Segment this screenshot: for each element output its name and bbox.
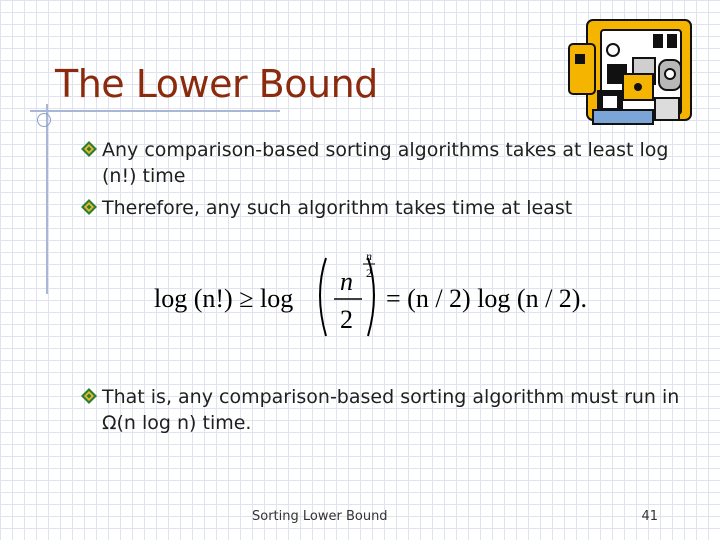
bullet-diamond-icon [80, 198, 98, 216]
bullet-diamond-icon [80, 140, 98, 158]
bullet-text: Any comparison-based sorting algorithms takes at least log (n!) time [102, 139, 669, 187]
bullet-item [80, 195, 690, 221]
formula-frac-numerator: n [340, 267, 353, 296]
formula-frac-denominator: 2 [340, 305, 353, 334]
formula-rhs: = (n / 2) log (n / 2). [386, 284, 587, 313]
formula [150, 244, 610, 344]
footer-title: Sorting Lower Bound [252, 509, 388, 524]
decorative-vertical-line [46, 104, 48, 294]
decorative-horizontal-line [30, 110, 280, 112]
formula-exp-numerator: n [366, 249, 372, 263]
bullet-diamond-icon [80, 387, 98, 405]
bullet-item [80, 384, 690, 436]
bullet-text: That is, any comparison-based sorting algorithm must run in Ω(n log n) time. [102, 386, 680, 434]
puzzle-clipart-icon [563, 14, 699, 132]
bullet-item [80, 137, 690, 189]
formula-lhs: log (n!) ≥ log [154, 284, 294, 313]
decorative-circle-icon [37, 113, 51, 127]
formula-exp-denominator: 2 [366, 266, 372, 280]
slide-title: The Lower Bound [55, 62, 378, 106]
formula-left-paren [320, 258, 326, 336]
page-number: 41 [641, 509, 658, 524]
bullet-text: Therefore, any such algorithm takes time at least [102, 197, 573, 219]
